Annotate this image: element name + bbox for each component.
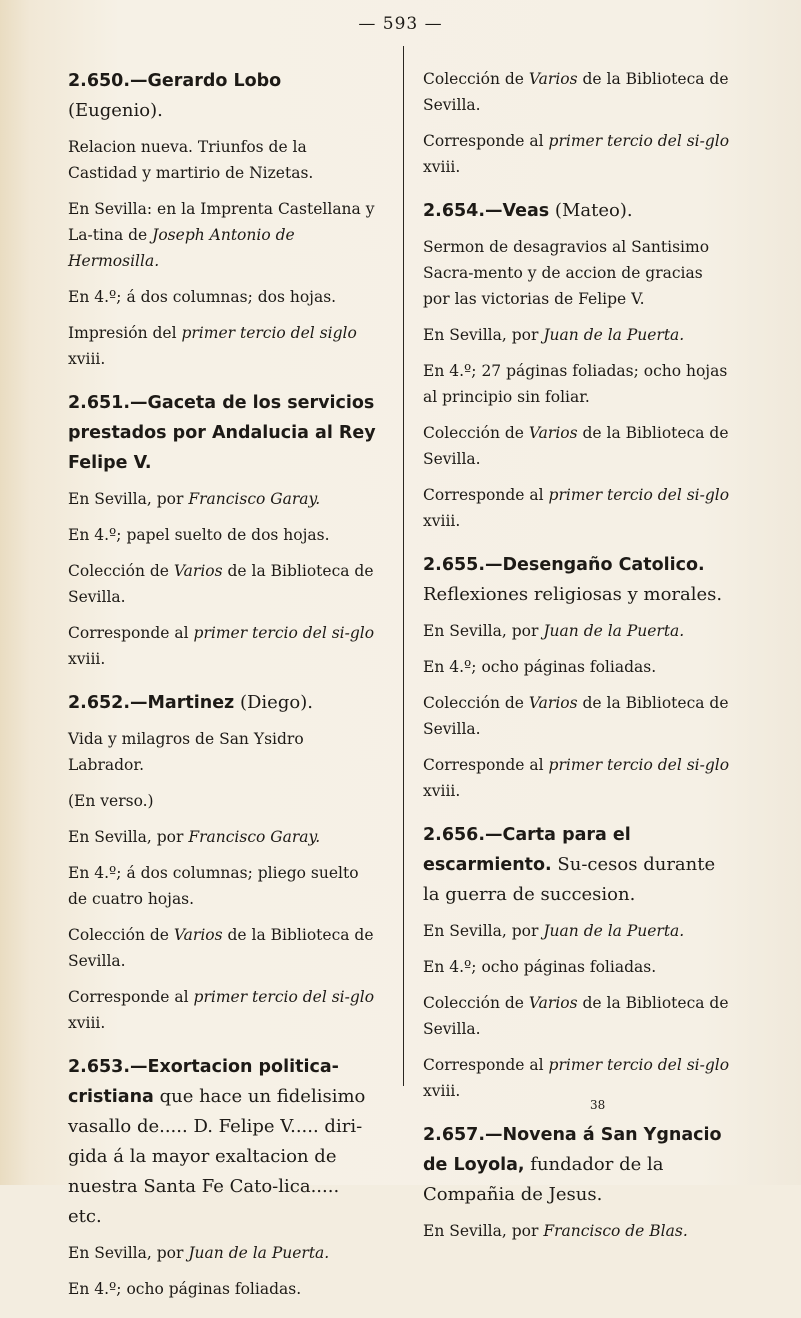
entry-title-rest: que hace un fidelisimo vasallo de..... D. Felipe V..... diri-gida á la mayor exaltacion de nuestra Santa Fe Cato-lica..... etc.	[68, 1086, 366, 1227]
entry-title: —Exortacion politica-cristiana	[68, 1057, 339, 1107]
line-segment: En Sevilla, por	[423, 326, 544, 344]
line-segment: Relacion nueva. Triunfos de la Castidad y martirio de Nizetas.	[68, 138, 314, 182]
line-segment: Corresponde al	[68, 624, 194, 642]
line-segment: Impresión del	[68, 324, 182, 342]
entry-title-rest: (Mateo).	[549, 200, 633, 221]
entry-line	[423, 482, 733, 534]
line-segment: En Sevilla, por	[423, 622, 544, 640]
line-segment: Francisco Garay.	[188, 490, 321, 508]
line-segment: Corresponde al	[423, 132, 549, 150]
line-segment: En 4.º; ocho páginas foliadas.	[68, 1280, 302, 1298]
catalog-entry	[423, 550, 733, 804]
line-segment: Juan de la Puerta.	[543, 622, 685, 640]
left-column	[68, 66, 378, 1318]
line-segment: En 4.º; papel suelto de dos hojas.	[68, 526, 330, 544]
entry-number: 2.657.	[423, 1125, 486, 1145]
line-segment: Francisco Garay.	[188, 828, 321, 846]
entry-line	[68, 984, 378, 1036]
line-segment: Varios	[528, 694, 578, 712]
entry-title: —Novena á San Ygnacio de Loyola,	[423, 1125, 722, 1175]
line-segment: xviii.	[68, 1014, 106, 1032]
line-segment: xviii.	[423, 512, 461, 530]
entry-line	[68, 522, 378, 548]
line-segment: En 4.º; á dos columnas; pliego suelto de cuatro hojas.	[68, 864, 359, 908]
entry-number: 2.651.	[68, 393, 131, 413]
entry-line	[68, 1276, 378, 1302]
entry-title: —Gaceta de los servicios prestados por Andalucia al Rey Felipe V.	[68, 393, 376, 473]
entry-heading	[68, 688, 378, 718]
line-segment: Sermon de desagravios al Santisimo Sacra-mento y de accion de gracias por las victorias de Felipe V.	[423, 238, 710, 308]
entry-line	[68, 788, 378, 814]
entry-heading	[68, 388, 378, 478]
line-segment: En Sevilla, por	[68, 490, 189, 508]
column-divider	[403, 46, 404, 1086]
line-segment: primer tercio del si-glo	[548, 756, 730, 774]
entry-title-rest: Reflexiones religiosas y morales.	[423, 584, 723, 605]
line-segment: En Sevilla, por	[423, 1222, 544, 1240]
entry-line	[68, 196, 378, 274]
line-segment: Colección de	[423, 70, 529, 88]
catalog-entry	[423, 196, 733, 534]
line-segment: xviii.	[423, 782, 461, 800]
catalog-entry	[423, 66, 733, 180]
line-segment: (En verso.)	[68, 792, 154, 810]
line-segment: Colección de	[423, 694, 529, 712]
entry-line	[423, 954, 733, 980]
entry-heading	[68, 66, 378, 126]
line-segment: En 4.º; á dos columnas; dos hojas.	[68, 288, 337, 306]
catalog-entry	[68, 688, 378, 1036]
line-segment: Corresponde al	[423, 486, 549, 504]
line-segment: xviii.	[423, 158, 461, 176]
entry-heading	[68, 1052, 378, 1232]
entry-title-rest: Su-cesos durante la guerra de succesion.	[423, 854, 716, 905]
entry-line	[68, 922, 378, 974]
entry-line	[423, 128, 733, 180]
line-segment: En 4.º; ocho páginas foliadas.	[423, 958, 657, 976]
line-segment: Juan de la Puerta.	[543, 326, 685, 344]
line-segment: Joseph Antonio de Hermosilla.	[68, 226, 295, 270]
line-segment: Varios	[528, 424, 578, 442]
line-segment: primer tercio del siglo	[181, 324, 357, 342]
entry-line	[68, 486, 378, 512]
entry-number: 2.652.	[68, 693, 131, 713]
line-segment: En Sevilla, por	[68, 1244, 189, 1262]
entry-number: 2.653.	[68, 1057, 131, 1077]
entry-line	[68, 320, 378, 372]
entry-line	[423, 66, 733, 118]
catalog-entry	[68, 1052, 378, 1302]
page-number: — 593 —	[358, 14, 443, 34]
line-segment: xviii.	[423, 1082, 461, 1100]
entry-title-rest: (Diego).	[234, 692, 313, 713]
entry-title: —Carta para el escarmiento.	[423, 825, 631, 875]
line-segment: primer tercio del si-glo	[193, 988, 375, 1006]
catalog-entry	[423, 1120, 733, 1244]
signature-mark: 38	[590, 1098, 606, 1112]
line-segment: Varios	[173, 926, 223, 944]
line-segment: de la Biblioteca de Sevilla.	[68, 926, 374, 970]
entry-number: 2.650.	[68, 71, 131, 91]
entry-number: 2.655.	[423, 555, 486, 575]
entry-line	[68, 860, 378, 912]
line-segment: Colección de	[423, 424, 529, 442]
entry-number: 2.656.	[423, 825, 486, 845]
entry-title: —Veas	[485, 201, 550, 221]
line-segment: En 4.º; 27 páginas foliadas; ocho hojas al principio sin foliar.	[423, 362, 728, 406]
entry-line	[423, 322, 733, 348]
right-column	[423, 66, 733, 1260]
line-segment: Varios	[528, 70, 578, 88]
entry-heading	[423, 820, 733, 910]
line-segment: de la Biblioteca de Sevilla.	[423, 994, 729, 1038]
line-segment: primer tercio del si-glo	[193, 624, 375, 642]
line-segment: En Sevilla: en la Imprenta Castellana y La-tina de	[68, 200, 375, 244]
entry-line	[423, 990, 733, 1042]
entry-line	[68, 284, 378, 310]
entry-heading	[423, 196, 733, 226]
line-segment: Francisco de Blas.	[543, 1222, 688, 1240]
entry-line	[423, 1052, 733, 1104]
line-segment: xviii.	[68, 350, 106, 368]
line-segment: Varios	[173, 562, 223, 580]
line-segment: Colección de	[423, 994, 529, 1012]
entry-title: —Desengaño Catolico.	[485, 555, 705, 575]
line-segment: de la Biblioteca de Sevilla.	[423, 424, 729, 468]
entry-line	[68, 1240, 378, 1266]
entry-title-rest: fundador de la Compañia de Jesus.	[423, 1154, 664, 1205]
entry-number: 2.654.	[423, 201, 486, 221]
entry-line	[68, 620, 378, 672]
line-segment: Corresponde al	[423, 756, 549, 774]
entry-line	[423, 358, 733, 410]
line-segment: Varios	[528, 994, 578, 1012]
entry-line	[68, 558, 378, 610]
entry-line	[423, 234, 733, 312]
line-segment: Juan de la Puerta.	[543, 922, 685, 940]
line-segment: de la Biblioteca de Sevilla.	[68, 562, 374, 606]
entry-heading	[423, 1120, 733, 1210]
entry-line	[68, 726, 378, 778]
line-segment: primer tercio del si-glo	[548, 486, 730, 504]
catalog-entry	[68, 66, 378, 372]
entry-title: —Gerardo Lobo	[130, 71, 282, 91]
line-segment: primer tercio del si-glo	[548, 1056, 730, 1074]
entry-line	[68, 824, 378, 850]
entry-line	[423, 918, 733, 944]
entry-line	[423, 420, 733, 472]
line-segment: En Sevilla, por	[423, 922, 544, 940]
catalog-entry	[423, 820, 733, 1104]
line-segment: de la Biblioteca de Sevilla.	[423, 694, 729, 738]
entry-title-rest: (Eugenio).	[68, 100, 163, 121]
line-segment: Juan de la Puerta.	[188, 1244, 330, 1262]
entry-title: —Martinez	[130, 693, 235, 713]
line-segment: Corresponde al	[68, 988, 194, 1006]
entry-line	[423, 752, 733, 804]
line-segment: Vida y milagros de San Ysidro Labrador.	[68, 730, 304, 774]
entry-line	[423, 618, 733, 644]
line-segment: primer tercio del si-glo	[548, 132, 730, 150]
line-segment: de la Biblioteca de Sevilla.	[423, 70, 729, 114]
line-segment: xviii.	[68, 650, 106, 668]
line-segment: Corresponde al	[423, 1056, 549, 1074]
entry-line	[423, 654, 733, 680]
entry-line	[423, 1218, 733, 1244]
entry-heading	[423, 550, 733, 610]
catalog-entry	[68, 388, 378, 672]
line-segment: En 4.º; ocho páginas foliadas.	[423, 658, 657, 676]
line-segment: En Sevilla, por	[68, 828, 189, 846]
line-segment: Colección de	[68, 926, 174, 944]
entry-line	[423, 690, 733, 742]
entry-line	[68, 134, 378, 186]
line-segment: Colección de	[68, 562, 174, 580]
